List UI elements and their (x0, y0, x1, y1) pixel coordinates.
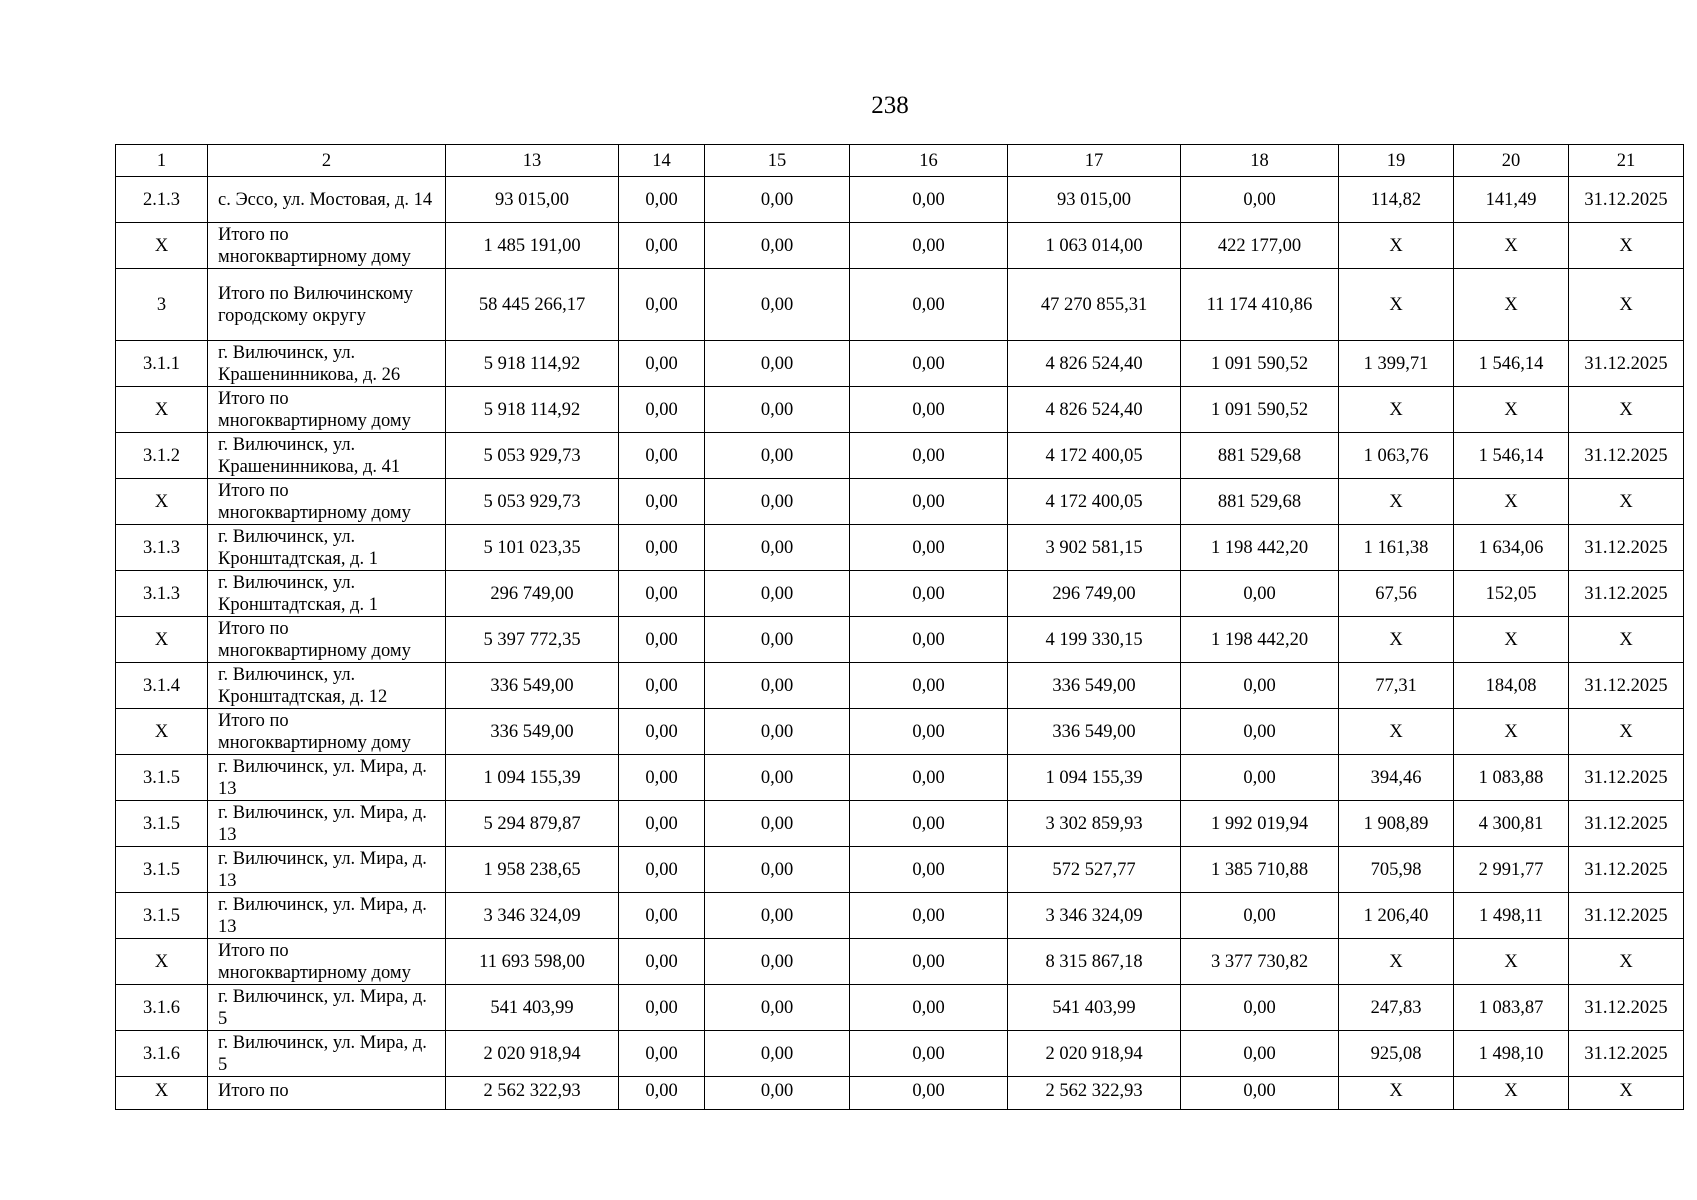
cell: 0,00 (850, 1077, 1008, 1110)
cell: 1 161,38 (1339, 525, 1454, 571)
cell: 4 826 524,40 (1008, 341, 1181, 387)
cell: 572 527,77 (1008, 847, 1181, 893)
cell: 3 346 324,09 (446, 893, 619, 939)
cell: 0,00 (619, 801, 705, 847)
cell: 2 562 322,93 (446, 1077, 619, 1110)
cell: 5 053 929,73 (446, 433, 619, 479)
cell: 1 198 442,20 (1181, 617, 1339, 663)
cell: 2 020 918,94 (1008, 1031, 1181, 1077)
cell: 0,00 (619, 617, 705, 663)
cell: 141,49 (1454, 177, 1569, 223)
cell: 0,00 (619, 525, 705, 571)
cell: 47 270 855,31 (1008, 269, 1181, 341)
date-cell: 31.12.2025 (1569, 341, 1684, 387)
cell: 0,00 (619, 1031, 705, 1077)
row-number-cell: X (116, 617, 208, 663)
page-number: 238 (871, 92, 909, 119)
date-cell: X (1569, 387, 1684, 433)
row-number-cell: X (116, 387, 208, 433)
row-number-cell: 3.1.3 (116, 525, 208, 571)
cell: 1 091 590,52 (1181, 341, 1339, 387)
cell: 0,00 (1181, 709, 1339, 755)
row-number-cell: X (116, 1077, 208, 1110)
cell: 1 198 442,20 (1181, 525, 1339, 571)
cell: 0,00 (1181, 177, 1339, 223)
cell: 67,56 (1339, 571, 1454, 617)
cell: 336 549,00 (446, 663, 619, 709)
cell: 0,00 (705, 177, 850, 223)
cell: 1 385 710,88 (1181, 847, 1339, 893)
cell: 4 172 400,05 (1008, 433, 1181, 479)
table-row (116, 893, 1684, 939)
date-cell: 31.12.2025 (1569, 847, 1684, 893)
cell: 0,00 (850, 387, 1008, 433)
cell: 0,00 (1181, 663, 1339, 709)
table-body (116, 177, 1684, 1110)
table-row (116, 387, 1684, 433)
header-cell: 2 (208, 145, 446, 177)
cell: 0,00 (619, 939, 705, 985)
cell: 0,00 (1181, 893, 1339, 939)
row-number-cell: 3 (116, 269, 208, 341)
date-cell: 31.12.2025 (1569, 755, 1684, 801)
cell: 8 315 867,18 (1008, 939, 1181, 985)
cell: 3 902 581,15 (1008, 525, 1181, 571)
row-number-cell: 3.1.5 (116, 755, 208, 801)
cell: 0,00 (1181, 985, 1339, 1031)
date-cell: X (1569, 709, 1684, 755)
row-number-cell: 2.1.3 (116, 177, 208, 223)
cell: 0,00 (705, 801, 850, 847)
address-cell: г. Вилючинск, ул. Крашенинникова, д. 26 (208, 341, 446, 387)
row-number-cell: 3.1.4 (116, 663, 208, 709)
cell: X (1339, 387, 1454, 433)
header-cell: 20 (1454, 145, 1569, 177)
date-cell: 31.12.2025 (1569, 893, 1684, 939)
row-number-cell: 3.1.2 (116, 433, 208, 479)
cell: 0,00 (705, 479, 850, 525)
address-cell: Итого по многоквартирному дому (208, 939, 446, 985)
cell: 0,00 (850, 985, 1008, 1031)
cell: 0,00 (850, 525, 1008, 571)
cell: 3 302 859,93 (1008, 801, 1181, 847)
cell: 0,00 (850, 479, 1008, 525)
cell: 5 053 929,73 (446, 479, 619, 525)
cell: 541 403,99 (1008, 985, 1181, 1031)
cell: 4 172 400,05 (1008, 479, 1181, 525)
table-row (116, 1031, 1684, 1077)
cell: 0,00 (850, 939, 1008, 985)
cell: 336 549,00 (1008, 709, 1181, 755)
cell: 0,00 (619, 269, 705, 341)
address-cell: г. Вилючинск, ул. Кронштадтская, д. 12 (208, 663, 446, 709)
date-cell: X (1569, 269, 1684, 341)
cell: X (1339, 269, 1454, 341)
cell: X (1454, 269, 1569, 341)
cell: 0,00 (850, 571, 1008, 617)
address-cell: г. Вилючинск, ул. Кронштадтская, д. 1 (208, 525, 446, 571)
cell: 1 992 019,94 (1181, 801, 1339, 847)
address-cell: с. Эссо, ул. Мостовая, д. 14 (208, 177, 446, 223)
address-cell: г. Вилючинск, ул. Мира, д. 5 (208, 1031, 446, 1077)
cell: 93 015,00 (1008, 177, 1181, 223)
cell: 5 397 772,35 (446, 617, 619, 663)
address-cell: г. Вилючинск, ул. Кронштадтская, д. 1 (208, 571, 446, 617)
cell: 0,00 (705, 387, 850, 433)
row-number-cell: 3.1.1 (116, 341, 208, 387)
cell: 0,00 (619, 985, 705, 1031)
row-number-cell: 3.1.6 (116, 985, 208, 1031)
cell: 881 529,68 (1181, 433, 1339, 479)
cell: 0,00 (619, 341, 705, 387)
address-cell: г. Вилючинск, ул. Мира, д. 13 (208, 801, 446, 847)
cell: 77,31 (1339, 663, 1454, 709)
cell: 0,00 (850, 893, 1008, 939)
address-cell: Итого по многоквартирному дому (208, 223, 446, 269)
date-cell: X (1569, 479, 1684, 525)
cell: 5 918 114,92 (446, 387, 619, 433)
cell: 925,08 (1339, 1031, 1454, 1077)
cell: 2 562 322,93 (1008, 1077, 1181, 1110)
cell: 1 083,87 (1454, 985, 1569, 1031)
address-cell: г. Вилючинск, ул. Крашенинникова, д. 41 (208, 433, 446, 479)
cell: 0,00 (619, 847, 705, 893)
date-cell: 31.12.2025 (1569, 1031, 1684, 1077)
cell: 881 529,68 (1181, 479, 1339, 525)
cell: 1 094 155,39 (446, 755, 619, 801)
cell: 0,00 (705, 269, 850, 341)
row-number-cell: X (116, 939, 208, 985)
cell: 0,00 (850, 755, 1008, 801)
cell: 5 294 879,87 (446, 801, 619, 847)
date-cell: 31.12.2025 (1569, 571, 1684, 617)
header-cell: 1 (116, 145, 208, 177)
cell: 1 399,71 (1339, 341, 1454, 387)
table-row (116, 571, 1684, 617)
table-row (116, 985, 1684, 1031)
row-number-cell: 3.1.6 (116, 1031, 208, 1077)
cell: 0,00 (850, 341, 1008, 387)
table-header-row (116, 145, 1684, 177)
cell: 0,00 (619, 709, 705, 755)
cell: 0,00 (619, 223, 705, 269)
cell: 541 403,99 (446, 985, 619, 1031)
header-cell: 14 (619, 145, 705, 177)
cell: X (1339, 1077, 1454, 1110)
cell: 0,00 (619, 387, 705, 433)
cell: 0,00 (705, 617, 850, 663)
header-cell: 19 (1339, 145, 1454, 177)
header-cell: 13 (446, 145, 619, 177)
date-cell: 31.12.2025 (1569, 177, 1684, 223)
header-cell: 16 (850, 145, 1008, 177)
cell: 1 498,11 (1454, 893, 1569, 939)
cell: X (1454, 709, 1569, 755)
cell: 3 377 730,82 (1181, 939, 1339, 985)
table-row (116, 525, 1684, 571)
cell: 0,00 (705, 223, 850, 269)
date-cell: X (1569, 617, 1684, 663)
cell: 0,00 (705, 939, 850, 985)
address-cell: Итого по Вилючинскому городскому округу (208, 269, 446, 341)
cell: X (1454, 479, 1569, 525)
address-cell: Итого по многоквартирному дому (208, 709, 446, 755)
cell: 93 015,00 (446, 177, 619, 223)
address-cell: г. Вилючинск, ул. Мира, д. 13 (208, 755, 446, 801)
cell: 0,00 (705, 525, 850, 571)
cell: X (1339, 939, 1454, 985)
table-row (116, 663, 1684, 709)
cell: 4 199 330,15 (1008, 617, 1181, 663)
header-cell: 18 (1181, 145, 1339, 177)
cell: 0,00 (850, 223, 1008, 269)
cell: X (1454, 223, 1569, 269)
cell: 1 083,88 (1454, 755, 1569, 801)
cell: 11 693 598,00 (446, 939, 619, 985)
table-row (116, 847, 1684, 893)
cell: 1 206,40 (1339, 893, 1454, 939)
cell: 1 485 191,00 (446, 223, 619, 269)
address-cell: Итого по многоквартирному дому (208, 479, 446, 525)
cell: 1 063 014,00 (1008, 223, 1181, 269)
cell: X (1454, 939, 1569, 985)
cell: 0,00 (705, 1031, 850, 1077)
cell: 1 546,14 (1454, 341, 1569, 387)
cell: 2 020 918,94 (446, 1031, 619, 1077)
cell: 0,00 (705, 571, 850, 617)
cell: 114,82 (1339, 177, 1454, 223)
cell: 0,00 (619, 893, 705, 939)
date-cell: X (1569, 939, 1684, 985)
cell: 1 908,89 (1339, 801, 1454, 847)
cell: 0,00 (619, 663, 705, 709)
cell: 296 749,00 (1008, 571, 1181, 617)
table-row (116, 617, 1684, 663)
table-row (116, 479, 1684, 525)
cell: 1 634,06 (1454, 525, 1569, 571)
cell: 58 445 266,17 (446, 269, 619, 341)
cell: 0,00 (1181, 755, 1339, 801)
row-number-cell: X (116, 479, 208, 525)
cell: 2 991,77 (1454, 847, 1569, 893)
table-row (116, 801, 1684, 847)
date-cell: 31.12.2025 (1569, 433, 1684, 479)
cell: X (1339, 617, 1454, 663)
cell: 1 958 238,65 (446, 847, 619, 893)
cell: 247,83 (1339, 985, 1454, 1031)
cell: 5 918 114,92 (446, 341, 619, 387)
cell: 152,05 (1454, 571, 1569, 617)
cell: 1 063,76 (1339, 433, 1454, 479)
cell: 0,00 (850, 433, 1008, 479)
row-number-cell: 3.1.5 (116, 893, 208, 939)
header-cell: 21 (1569, 145, 1684, 177)
cell: 0,00 (850, 177, 1008, 223)
cell: 0,00 (705, 893, 850, 939)
cell: 0,00 (705, 985, 850, 1031)
address-cell: г. Вилючинск, ул. Мира, д. 5 (208, 985, 446, 1031)
cell: 394,46 (1339, 755, 1454, 801)
header-cell: 15 (705, 145, 850, 177)
table-row (116, 223, 1684, 269)
cell: 0,00 (705, 755, 850, 801)
cell: X (1454, 387, 1569, 433)
cell: 184,08 (1454, 663, 1569, 709)
cell: 0,00 (850, 269, 1008, 341)
row-number-cell: X (116, 709, 208, 755)
row-number-cell: X (116, 223, 208, 269)
address-cell: Итого по многоквартирному дому (208, 387, 446, 433)
cell: 0,00 (1181, 571, 1339, 617)
cell: X (1339, 709, 1454, 755)
cell: 0,00 (619, 479, 705, 525)
table-row (116, 341, 1684, 387)
date-cell: X (1569, 223, 1684, 269)
row-number-cell: 3.1.5 (116, 847, 208, 893)
cell: 0,00 (705, 341, 850, 387)
cell: 0,00 (705, 709, 850, 755)
cell: 0,00 (619, 755, 705, 801)
date-cell: 31.12.2025 (1569, 663, 1684, 709)
cell: 1 498,10 (1454, 1031, 1569, 1077)
cell: X (1454, 1077, 1569, 1110)
cell: 1 091 590,52 (1181, 387, 1339, 433)
date-cell: 31.12.2025 (1569, 801, 1684, 847)
address-cell: г. Вилючинск, ул. Мира, д. 13 (208, 847, 446, 893)
table-row (116, 433, 1684, 479)
data-table (115, 144, 1684, 1110)
cell: 3 346 324,09 (1008, 893, 1181, 939)
cell: X (1339, 223, 1454, 269)
cell: X (1339, 479, 1454, 525)
cell: 4 826 524,40 (1008, 387, 1181, 433)
date-cell: X (1569, 1077, 1684, 1110)
row-number-cell: 3.1.3 (116, 571, 208, 617)
cell: 0,00 (619, 571, 705, 617)
table-row (116, 709, 1684, 755)
cell: 0,00 (1181, 1031, 1339, 1077)
date-cell: 31.12.2025 (1569, 985, 1684, 1031)
cell: 0,00 (705, 847, 850, 893)
cell: 0,00 (619, 433, 705, 479)
cell: 0,00 (850, 709, 1008, 755)
cell: 0,00 (850, 663, 1008, 709)
cell: 0,00 (705, 663, 850, 709)
address-cell: Итого по многоквартирному дому (208, 617, 446, 663)
cell: 336 549,00 (1008, 663, 1181, 709)
cell: 422 177,00 (1181, 223, 1339, 269)
cell: 296 749,00 (446, 571, 619, 617)
header-cell: 17 (1008, 145, 1181, 177)
cell: X (1454, 617, 1569, 663)
cell: 0,00 (705, 1077, 850, 1110)
table-row (116, 269, 1684, 341)
table-row (116, 939, 1684, 985)
cell: 0,00 (619, 177, 705, 223)
address-cell: Итого по (208, 1077, 446, 1110)
cell: 5 101 023,35 (446, 525, 619, 571)
row-number-cell: 3.1.5 (116, 801, 208, 847)
cell: 0,00 (619, 1077, 705, 1110)
cell: 0,00 (850, 801, 1008, 847)
table-row (116, 1077, 1684, 1110)
cell: 336 549,00 (446, 709, 619, 755)
cell: 11 174 410,86 (1181, 269, 1339, 341)
cell: 1 094 155,39 (1008, 755, 1181, 801)
cell: 4 300,81 (1454, 801, 1569, 847)
cell: 0,00 (705, 433, 850, 479)
table-row (116, 177, 1684, 223)
cell: 0,00 (850, 1031, 1008, 1077)
cell: 705,98 (1339, 847, 1454, 893)
date-cell: 31.12.2025 (1569, 525, 1684, 571)
table-row (116, 755, 1684, 801)
cell: 0,00 (1181, 1077, 1339, 1110)
address-cell: г. Вилючинск, ул. Мира, д. 13 (208, 893, 446, 939)
cell: 0,00 (850, 617, 1008, 663)
cell: 1 546,14 (1454, 433, 1569, 479)
cell: 0,00 (850, 847, 1008, 893)
